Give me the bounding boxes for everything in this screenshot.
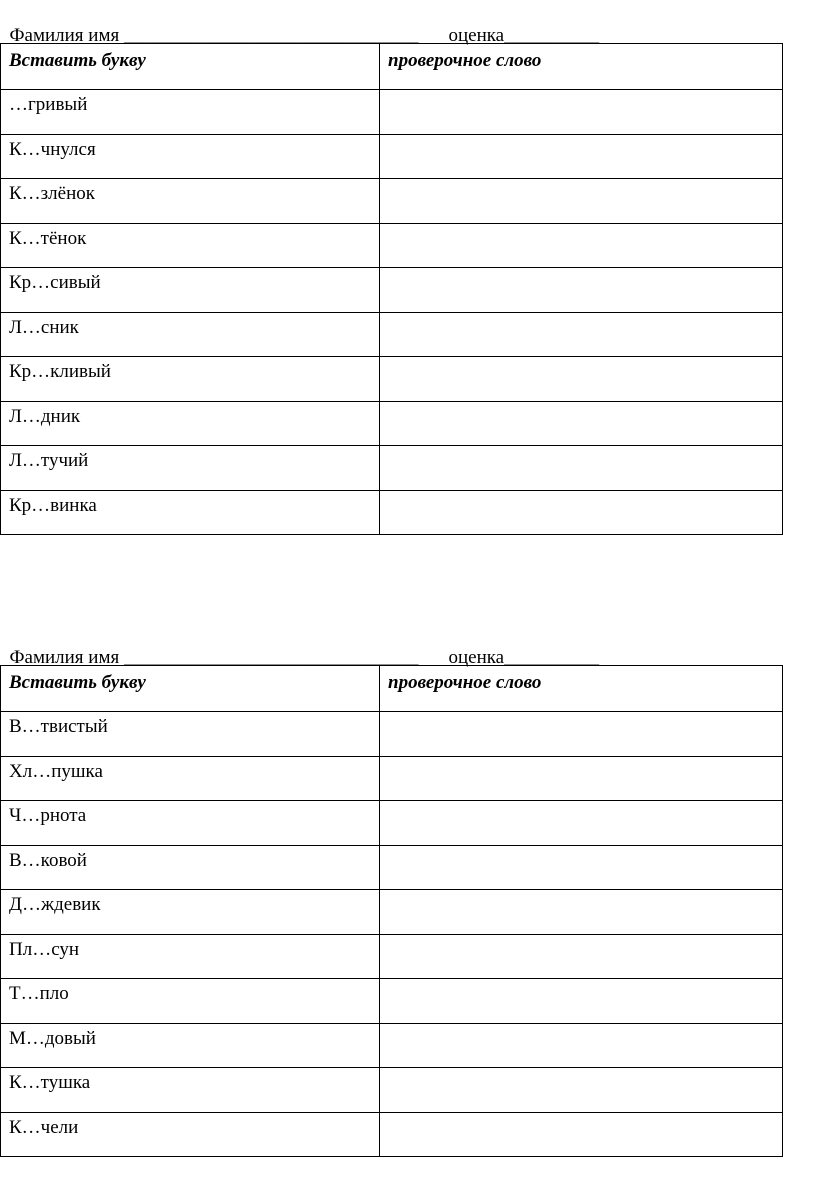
table-row <box>1 756 783 801</box>
column-header-insert-letter: Вставить букву <box>1 666 380 712</box>
table-row <box>1 312 783 357</box>
grade-label: оценка <box>448 647 505 668</box>
answer-cell[interactable] <box>380 401 783 446</box>
table-row <box>1 1068 783 1113</box>
grade-blank[interactable]: __________ <box>504 25 600 46</box>
table-row <box>1 179 783 224</box>
answer-cell[interactable] <box>380 179 783 224</box>
table-row <box>1 712 783 757</box>
table-row <box>1 90 783 135</box>
worksheet-1-table <box>0 43 783 535</box>
table-row <box>1 401 783 446</box>
column-header-check-word: проверочное слово <box>380 44 783 90</box>
name-blank[interactable]: _______________________________ <box>123 647 419 668</box>
answer-cell[interactable] <box>380 801 783 846</box>
grade-label: оценка <box>448 25 505 46</box>
answer-cell[interactable] <box>380 756 783 801</box>
word-cell: Ч…рнота <box>1 801 380 846</box>
answer-cell[interactable] <box>380 90 783 135</box>
answer-cell[interactable] <box>380 1068 783 1113</box>
word-cell: Т…пло <box>1 979 380 1024</box>
word-cell: …гривый <box>1 90 380 135</box>
table-row <box>1 446 783 491</box>
answer-cell[interactable] <box>380 268 783 313</box>
table-row <box>1 223 783 268</box>
answer-cell[interactable] <box>380 312 783 357</box>
table-row <box>1 845 783 890</box>
word-cell: Пл…сун <box>1 934 380 979</box>
word-cell: К…злёнок <box>1 179 380 224</box>
table-row <box>1 890 783 935</box>
table-row <box>1 801 783 846</box>
answer-cell[interactable] <box>380 223 783 268</box>
word-cell: Кр…кливый <box>1 357 380 402</box>
word-cell: Кр…сивый <box>1 268 380 313</box>
word-cell: К…чели <box>1 1112 380 1157</box>
name-blank[interactable]: _______________________________ <box>123 25 419 46</box>
word-cell: Л…дник <box>1 401 380 446</box>
column-header-insert-letter: Вставить букву <box>1 44 380 90</box>
answer-cell[interactable] <box>380 890 783 935</box>
answer-cell[interactable] <box>380 446 783 491</box>
word-cell: К…тёнок <box>1 223 380 268</box>
name-label: Фамилия имя <box>9 647 124 668</box>
table-row <box>1 357 783 402</box>
word-cell: М…довый <box>1 1023 380 1068</box>
answer-cell[interactable] <box>380 979 783 1024</box>
answer-cell[interactable] <box>380 712 783 757</box>
answer-cell[interactable] <box>380 934 783 979</box>
table-header-row <box>1 666 783 712</box>
grade-blank[interactable]: __________ <box>504 647 600 668</box>
worksheet-2-table <box>0 665 783 1157</box>
word-cell: Кр…винка <box>1 490 380 535</box>
table-row <box>1 134 783 179</box>
table-row <box>1 979 783 1024</box>
answer-cell[interactable] <box>380 134 783 179</box>
answer-cell[interactable] <box>380 357 783 402</box>
word-cell: В…ковой <box>1 845 380 890</box>
table-row <box>1 268 783 313</box>
table-header-row <box>1 44 783 90</box>
answer-cell[interactable] <box>380 845 783 890</box>
table-row <box>1 490 783 535</box>
answer-cell[interactable] <box>380 1023 783 1068</box>
word-cell: В…твистый <box>1 712 380 757</box>
word-cell: Л…сник <box>1 312 380 357</box>
table-row <box>1 934 783 979</box>
table-row <box>1 1112 783 1157</box>
word-cell: К…тушка <box>1 1068 380 1113</box>
table-row <box>1 1023 783 1068</box>
worksheet-1-header <box>0 3 599 47</box>
answer-cell[interactable] <box>380 1112 783 1157</box>
worksheet-2-header <box>0 625 599 669</box>
word-cell: Л…тучий <box>1 446 380 491</box>
name-label: Фамилия имя <box>9 25 124 46</box>
word-cell: К…чнулся <box>1 134 380 179</box>
word-cell: Хл…пушка <box>1 756 380 801</box>
word-cell: Д…ждевик <box>1 890 380 935</box>
column-header-check-word: проверочное слово <box>380 666 783 712</box>
answer-cell[interactable] <box>380 490 783 535</box>
